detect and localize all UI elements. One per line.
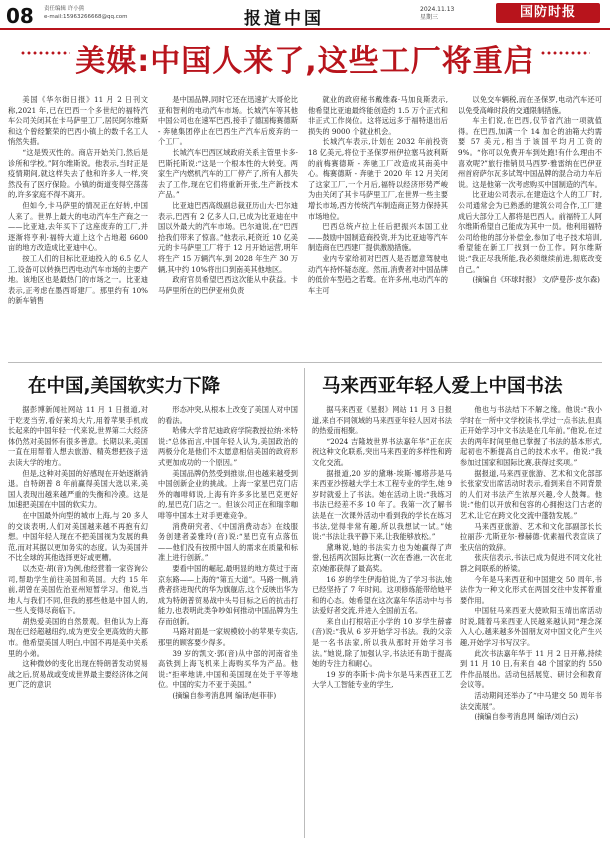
article3-column-1	[312, 405, 452, 837]
paragraph: 据报道,马来西亚旅游、艺术和文化部部长张家安出席活动时表示,看到来自不同背景的人们对书法产生浓厚兴趣,令人鼓舞。他说:“他们以开放和包容的心拥抱这门古老的艺术,让它在跨文化交流中蓬勃发展。”	[460, 468, 602, 520]
paragraph: 中国驻马来西亚大使欧阳玉靖出席活动时说,随着马来西亚人民越来越认同“理念深入人心,越来越多外国朋友对中国文化产生兴趣,开始学习书写汉字。	[460, 606, 602, 648]
paragraph: 政府官员希望巴西这次能从中获益。卡马萨里所在的巴伊亚州负责	[158, 275, 298, 295]
paragraph: 以免交车辆税,而在圣保罗,电动汽车还可以免受高峰时段的交通限制措施。	[458, 95, 602, 115]
paragraph: 16 岁的学生伊海伯说,为了学习书法,她已经坚持了 7 年时间。这项修炼能带给她平和的心态。她希望在这次嘉年华活动中与书法爱好者交流,并进入全国前五名。	[312, 574, 452, 616]
paragraph: 这种微妙的变化出现在特朗普发动贸易战之后,贸易战或变成世界最主要经济体之间更广泛的意识	[8, 659, 148, 690]
paragraph: 马来西亚旅游、艺术和文化部副部长长拉丽莎·尤斯亚尔·穆赫德·优素福代表宣读了张庆信的致辞。	[460, 521, 602, 552]
paragraph: 据马来西亚《星报》网站 11 月 3 日报道,来自不同领域的马来西亚年轻人因对书法的热爱而相聚。	[312, 405, 452, 436]
article1-column-3	[308, 95, 448, 355]
paragraph: 美国品牌仍然受到推崇,但也越来越受到中国创新企业的挑战。上海一家星巴克门店外的咖啡师说,上海有许多多比星巴克更好的,星巴克门店之一。但该公司正在和瑞幸咖啡等中国本土对手更难竞争。	[158, 468, 298, 520]
paragraph: 按工人们的目标比亚迪投入的 6.5 亿人工,设备可以转换巴西电动汽车市场的主要产地。该地区也是最热门的市场之一。比亚迪表示,正考虑在墨西哥建厂。那里约有 10%的新车销售	[8, 253, 148, 306]
paragraph: 马路对面是一家规模较小的苹果专卖店,那里的顾客要少得多。	[158, 627, 298, 648]
paragraph: 哈佛大学肯尼迪政府学院教授拉纳·米特说:“总体而言,中国年轻人认为,美国政治的两极分化是他们不太愿意相信美国的政府形式更加成功的一个原因。”	[158, 426, 298, 467]
article1-column-1	[8, 95, 148, 355]
paragraph: 黛琳说,她的书法实力也为她赢得了声誉,包括两次国际比赛(一次在香港,一次在北京)她都获得了最高奖。	[312, 542, 452, 573]
paragraph: 在中国最外向型的城市上海,与 20 多人的交谈表明,人们对美国越来越不再抱有幻想。中国年轻人现在不把美国视为发展的典范,而对其据以更加务实的态度。认为美国并不比全球的其他选择更好或更糟。	[8, 510, 148, 563]
byline: (摘编自参考消息网 编译/赵菲菲)	[172, 691, 277, 701]
paragraph: “这是毁灭性的。商店开始关门,然后是诊所和学校。”阿尔维斯说。他表示,当时正是疫情期间,就这样失去了他和许多人一样,突然没有了医疗保险。小镇的街道变得空荡荡的,许多家庭不得不离开。	[8, 147, 148, 200]
paragraph: 今年是马来西亚和中国建交 50 周年,书法作为一种文化形式在两国交往中发挥着重要作用。	[460, 574, 602, 605]
page-header	[0, 0, 610, 30]
paragraph: 据彭博新闻社网站 11 月 1 日报道,对于吃麦当劳,看好莱坞大片,用着苹果手机成长起来的中国年轻一代来说,世界第二大经济体仍然对美国怀有很多善意。长期以来,美国一直在用帮着人想去旅游、精英想把孩子送去读大学的地方。	[8, 405, 148, 467]
section-divider	[8, 362, 602, 363]
paragraph: 巴西总统卢拉上任后把振兴本国工业——鼓励中国制造商投资,并为比亚迪等汽车制造商在巴西建厂提供激励措施。	[308, 222, 448, 253]
article3-column-2	[460, 405, 602, 837]
paragraph: 就业的政府秘书戴维森·马加良斯表示,他希望比亚迪最终能创造约 1.5 万个正式和非正式工作岗位。这将远远多于福特退出后损失的 9000 个就业机会。	[308, 95, 448, 136]
paragraph: 此次书法嘉年华于 11 月 2 日开幕,持续到 11 月 10 日,有来自 48 个国家的约 550 件作品展出。活动包括展览、研讨会和教育会议等。	[460, 648, 602, 690]
paragraph: 但是,这种对美国的好感现在开始逐渐消退。自特朗普 8 年前赢得美国大选以来,美国人表现出越来越严重的失衡和冷漠。这是加速把美国在中国的软实力。	[8, 468, 148, 510]
paragraph: 但如今,卡马萨里的情况正在好转,中国人来了。世界上最大的电动汽车生产商之一——比亚迪,去年买下了这座废弃的工厂,并逐渐将亨利·福特大道上这个占地超 6600 亩的地方改造成比亚迪中心。	[8, 200, 148, 253]
paragraph: 业内专家给初对巴西人是否愿意驾驶电动汽车持怀疑态度。然而,消费者对中国品牌的低价车型趋之若鹜。在许多州,电动汽车的车主可	[308, 253, 448, 295]
byline: (摘编自《环球时报》 文/萨曼莎·皮尔森)	[472, 275, 600, 285]
issue-weekday: 星期三	[420, 14, 439, 21]
paragraph: 车主们说,在巴西,仅节省汽油一项就值得。在巴西,加满一个 14 加仑的油箱大约需要 57 美元,相当于该国平均月工资的 9%。“你可以免费开车到处跑!有什么理由不喜欢呢?”旅行推销员马西罗·雅雷纳在巴伊亚州首府萨尔瓦多试驾中国品牌的混合动力车后说。这是他第一次考虑购买中国制造的汽车。	[458, 116, 602, 189]
paragraph: 以杰克·胡(音)为例,他经营着一家咨询公司,帮助学生前往美国和英国。大约 15 年前,胡曾在美国佐治亚州短暂学习。他说,当地人与我们不同,但我的那些他是中国人的,一些人变得尽商临下。	[8, 563, 148, 616]
paragraph: 长城汽车巴西区域政府关系主管里卡多·巴斯托斯说:“这是一个根本性的大转变。两家生产内燃机汽车的工厂停产了,所有人都失去了工作,现在它们将重新开张,生产新技术产品。”	[158, 147, 298, 200]
editor-info	[44, 5, 127, 21]
paragraph: 活动期间还举办了“中马建交 50 周年书法交流展”。	[460, 691, 602, 711]
paragraph: 19 岁的李斯卡·尚卡尔是马来西亚工艺大学人工智能专业的学生,	[312, 669, 452, 690]
article1-column-2	[158, 95, 298, 355]
paragraph: 比亚迪公司表示,在建造这个人的工厂时,公司通常会为已熟悉的建筑公司合作,工厂建成后大部分工人都将是巴西人。前福特工人阿尔维斯希望自己能成为其中一员。他利用福特公司给他的部分补偿金,参加了电子技术培训,希望能在新工厂找到一份工作。阿尔维斯说:“我正尽我所能,我必须继续前进,彻底改变自己。”	[458, 190, 602, 274]
article2-column-2	[158, 405, 298, 837]
article2-column-1	[8, 405, 148, 837]
paragraph: 他也与书法结下不解之缘。他说:“我小学时在一所中文学校读书,学过一点书法,但真正开始学习中文书法是在几年前。”他说,在过去的两年时间里他已掌握了书法的基本形式,起初也不断提高自己的技术水平。他说:“我参加过国家和国际比赛,获得过奖项。”	[460, 405, 602, 467]
paragraph: 据报道,20 岁的黛琳·埃斯·娜塔莎是马来西亚沙捞越大学土木工程专业的学生,她 9 岁时就爱上了书法。她在活动上说:“我练习书法已经差不多 10 年了。我第一次了解书法是在一次课外活动中看到我的学长在练习书法,觉得非常有趣,所以我想试一试。”她说:“书法让我平静下来,让我能够放松。”	[312, 468, 452, 542]
paragraph: 来自山打根培正小学的 10 岁学生薛睿(音)说:“我从 6 岁开始学习书法。我的父亲是一名书法家,所以我从那时开始学习书法。”她说,除了加强认字,书法还有助于提高她的专注力和耐心。	[312, 616, 452, 669]
email-line: e-mail:15963266668@qq.com	[44, 14, 128, 20]
paragraph: 消费研究者、《中国消费动态》在线服务创建者姜雅玲(音)说:“星巴克有点落伍——他们没有按照中国人的需求在质量和标准上进行创新。”	[158, 521, 298, 563]
paragraph: 长城汽车表示,计划在 2032 年前投资 18 亿美元,将位于圣保罗州伊拉塞马波利斯的前梅赛德斯 - 奔驰工厂改造成其南美中心。梅赛德斯 - 奔驰于 2020 年 12 月关闭了这家工厂,一个月后,福特以经济形势严峻为由关闭了其卡马萨里工厂,在世界一些主要增长市场,西方传统汽车制造商正努力保持其市场地位。	[308, 137, 448, 221]
issue-date: 2024.11.13	[420, 6, 455, 13]
paragraph: 是中国品牌,同时它还在迅速扩大哥伦比亚和智利的电动汽车市场。长城汽车等其他中国公司也在速军巴西,接手了德国梅赛德斯 - 奔驰集团停止在巴西生产汽车后废弃的一个工厂。	[158, 95, 298, 147]
article1-column-4	[458, 95, 602, 357]
article1-headline: 美媒:中国人来了,这些工厂将重启	[75, 44, 535, 79]
paragraph: 美国《华尔街日报》11 月 2 日刊文称,2021 年,已在巴西一个多世纪的福特汽车公司关闭其在卡马萨里工厂,居民阿尔维斯和这个曾经繁荣的巴西小镇上的数千名工人悄然失措。	[8, 95, 148, 147]
paragraph: 胡热爱美国的自然景观。但他认为上海现在已经超越纽约,成为更安全更高效的大都市。他希望美国人明白,中国不再是美中关系里的小弟。	[8, 616, 148, 658]
date-block	[420, 6, 454, 22]
paragraph: “2024 吉隆坡世界书法嘉年华”正在庆祝这种文化联系,突出马来西亚的多样性和跨文化交流。	[312, 436, 452, 467]
paragraph: 比亚迪巴西高级副总裁亚历山大·巴尔迪表示,巴西有 2 亿多人口,已成为比亚迪在中国以外最大的汽车市场。巴尔迪说,在“巴西拾我们带来了惊喜。”他表示,耗资近 10 亿美元的卡马萨里工厂将于 12 月开始运营,明年将生产 15 万辆汽车,到 2028 年生产 30 万辆,其中约 10%将出口到南美其他地区。	[158, 200, 298, 274]
article2-headline: 在中国,美国软实力下降	[28, 376, 221, 397]
page-number: 08	[6, 4, 34, 28]
newspaper-logo: 国防时报	[496, 3, 600, 23]
section-title: 报道中国	[244, 9, 324, 29]
paragraph: 要看中国的崛起,最明显的地方莫过于南京东路——上海的“第五大道”。马路一侧,消费者挤进现代的华为旗舰店,这个反映出华为成为特朗普贸易战中头号目标之后的抗击打能力,也表明此类争吵如何推动中国品牌为生存而创新。	[158, 563, 298, 626]
article3-headline: 马来西亚年轻人爱上中国书法	[322, 376, 563, 397]
byline: (摘编自参考消息网 编译/刘白云)	[474, 712, 579, 722]
editor-line: 责任编辑 许小熊	[44, 6, 85, 12]
paragraph: 形态冲突,从根本上改变了美国人对中国的看法。	[158, 405, 298, 425]
column-divider	[304, 368, 305, 838]
paragraph: 39 岁的凯文·郭(音)从中部的河南省坐高铁到上海飞机来上海购买华为产品。他说:“拒率地讲,中国和美国现在处于平等地位。中国的实力不亚于美国。”	[158, 648, 298, 690]
paragraph: 张庆信表示,书法已成为促进不同文化社群之间联系的桥梁。	[460, 553, 602, 573]
